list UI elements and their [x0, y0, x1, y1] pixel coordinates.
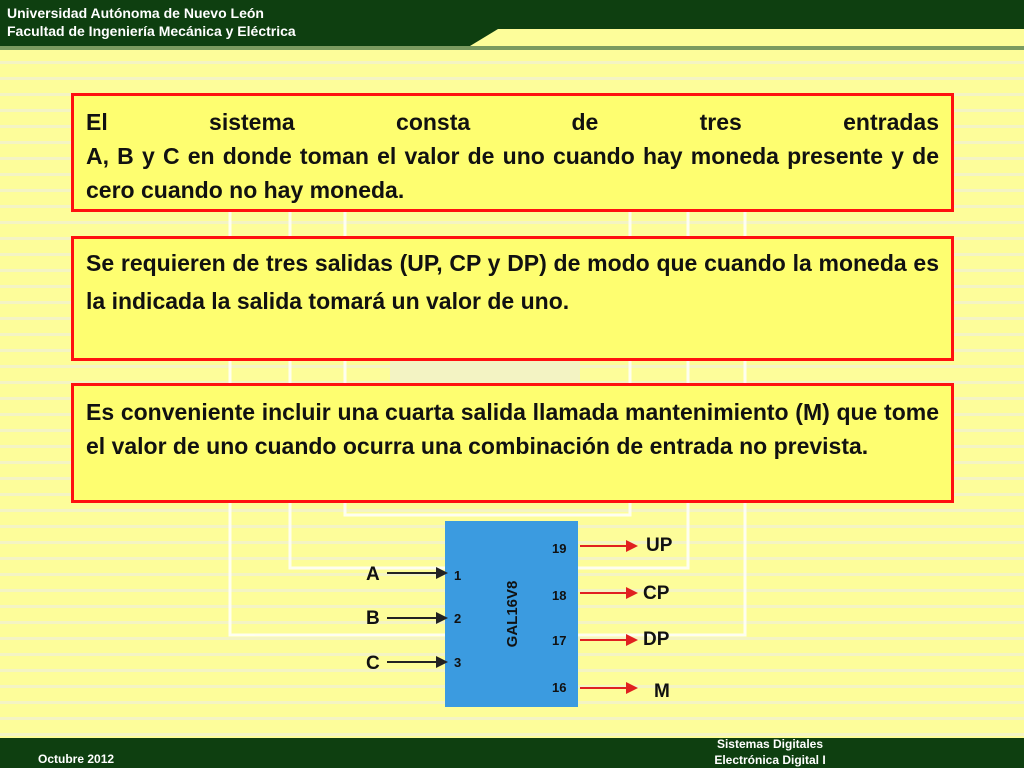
chip-label: GAL16V8 — [504, 580, 521, 648]
pin-number-3: 3 — [454, 655, 462, 670]
output-label-m: M — [654, 681, 670, 702]
course-name: Sistemas Digitales — [716, 737, 824, 751]
pin-number-17: 17 — [552, 633, 567, 648]
maintenance-description: Es conveniente incluir una cuarta salida llamada mantenimiento (M) que tome el valor de uno cuando ocurra una combinación de entrada no prevista. — [86, 399, 939, 459]
output-label-up: UP — [646, 535, 673, 556]
output-arrowhead-cp — [626, 587, 638, 599]
pin-number-16: 16 — [552, 680, 567, 695]
university-name: Universidad Autónoma de Nuevo León — [7, 5, 264, 21]
pin-number-18: 18 — [552, 588, 567, 603]
outputs-description: Se requieren de tres salidas (UP, CP y DP) de modo que cuando la moneda es la indicada la salida tomará un valor de uno. — [86, 250, 939, 314]
faculty-name: Facultad de Ingeniería Mecánica y Eléctrica — [7, 23, 296, 39]
input-label-c: C — [366, 653, 380, 674]
input-label-b: B — [366, 608, 380, 629]
output-arrowhead-up — [626, 540, 638, 552]
text-box-inputs — [71, 93, 954, 212]
output-arrowhead-m — [626, 682, 638, 694]
output-label-dp: DP — [643, 629, 670, 650]
chip-shadow-block — [390, 360, 580, 384]
inputs-first-line: El sistema consta de tres entradas — [86, 109, 939, 135]
pin-number-19: 19 — [552, 541, 567, 556]
inputs-description: A, B y C en donde toman el valor de uno cuando hay moneda presente y de cero cuando no hay moneda. — [86, 143, 939, 203]
course-subject: Electrónica Digital I — [714, 753, 826, 767]
pin-number-2: 2 — [454, 611, 462, 626]
text-box-maintenance — [71, 383, 954, 503]
pin-number-1: 1 — [454, 568, 462, 583]
input-label-a: A — [366, 564, 380, 585]
text-box-outputs — [71, 236, 954, 361]
footer-course-info — [640, 736, 900, 768]
footer-date: Octubre 2012 — [38, 752, 115, 766]
output-label-cp: CP — [643, 583, 670, 604]
